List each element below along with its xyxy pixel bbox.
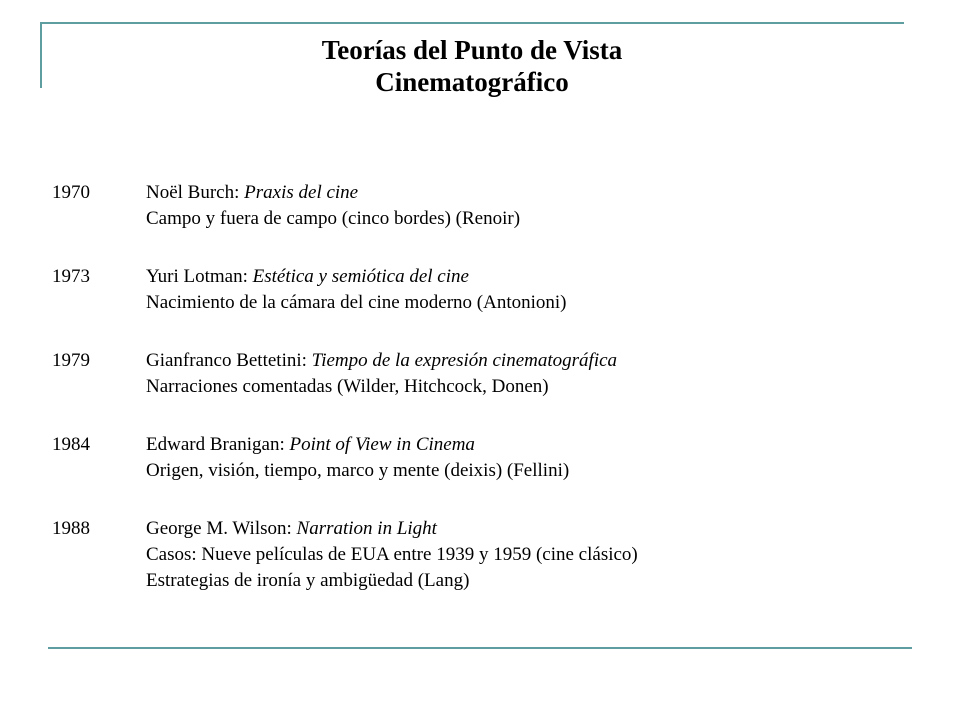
timeline-entry-1979 [52,348,872,400]
entry-heading [146,432,872,458]
timeline-entry-1970 [52,180,872,232]
entry-author: Edward Branigan: [146,434,290,455]
entry-year: 1984 [52,434,90,455]
entry-heading [146,180,872,206]
entry-heading [146,264,872,290]
entry-body [146,264,872,316]
timeline-list [52,180,872,626]
entry-author: George M. Wilson: [146,518,297,539]
entry-work-title: Estética y semiótica del cine [252,266,469,287]
timeline-entry-1988 [52,516,872,594]
entry-description: Narraciones comentadas (Wilder, Hitchcock, Donen) [146,376,549,397]
entry-author: Yuri Lotman: [146,266,253,287]
entry-work-title: Narration in Light [296,518,437,539]
entry-author: Gianfranco Bettetini: [146,350,312,371]
entry-description: Estrategias de ironía y ambigüedad (Lang) [146,570,470,591]
entry-heading [146,516,872,542]
entry-year: 1970 [52,182,90,203]
entry-author: Noël Burch: [146,182,245,203]
entry-description: Origen, visión, tiempo, marco y mente (deixis) (Fellini) [146,460,570,481]
timeline-entry-1973 [52,264,872,316]
entry-work-title: Tiempo de la expresión cinematográfica [311,350,618,371]
entry-body [146,516,872,594]
entry-heading [146,348,872,374]
entry-body [146,180,872,232]
entry-work-title: Point of View in Cinema [289,434,475,455]
entry-description: Casos: Nueve películas de EUA entre 1939 y 1959 (cine clásico) [146,544,638,565]
entry-description: Campo y fuera de campo (cinco bordes) (Renoir) [146,208,521,229]
entry-body [146,348,872,400]
timeline-entry-1984 [52,432,872,484]
top-rule [40,22,904,24]
entry-year: 1988 [52,518,90,539]
entry-year: 1973 [52,266,90,287]
entry-description: Nacimiento de la cámara del cine moderno (Antonioni) [146,292,567,313]
entry-work-title: Praxis del cine [244,182,359,203]
bottom-rule [48,647,912,649]
entry-year: 1979 [52,350,90,371]
title-line-1: Teorías del Punto de Vista [321,35,623,65]
entry-body [146,432,872,484]
slide-title [40,34,904,98]
title-line-2: Cinematográfico [375,67,569,97]
